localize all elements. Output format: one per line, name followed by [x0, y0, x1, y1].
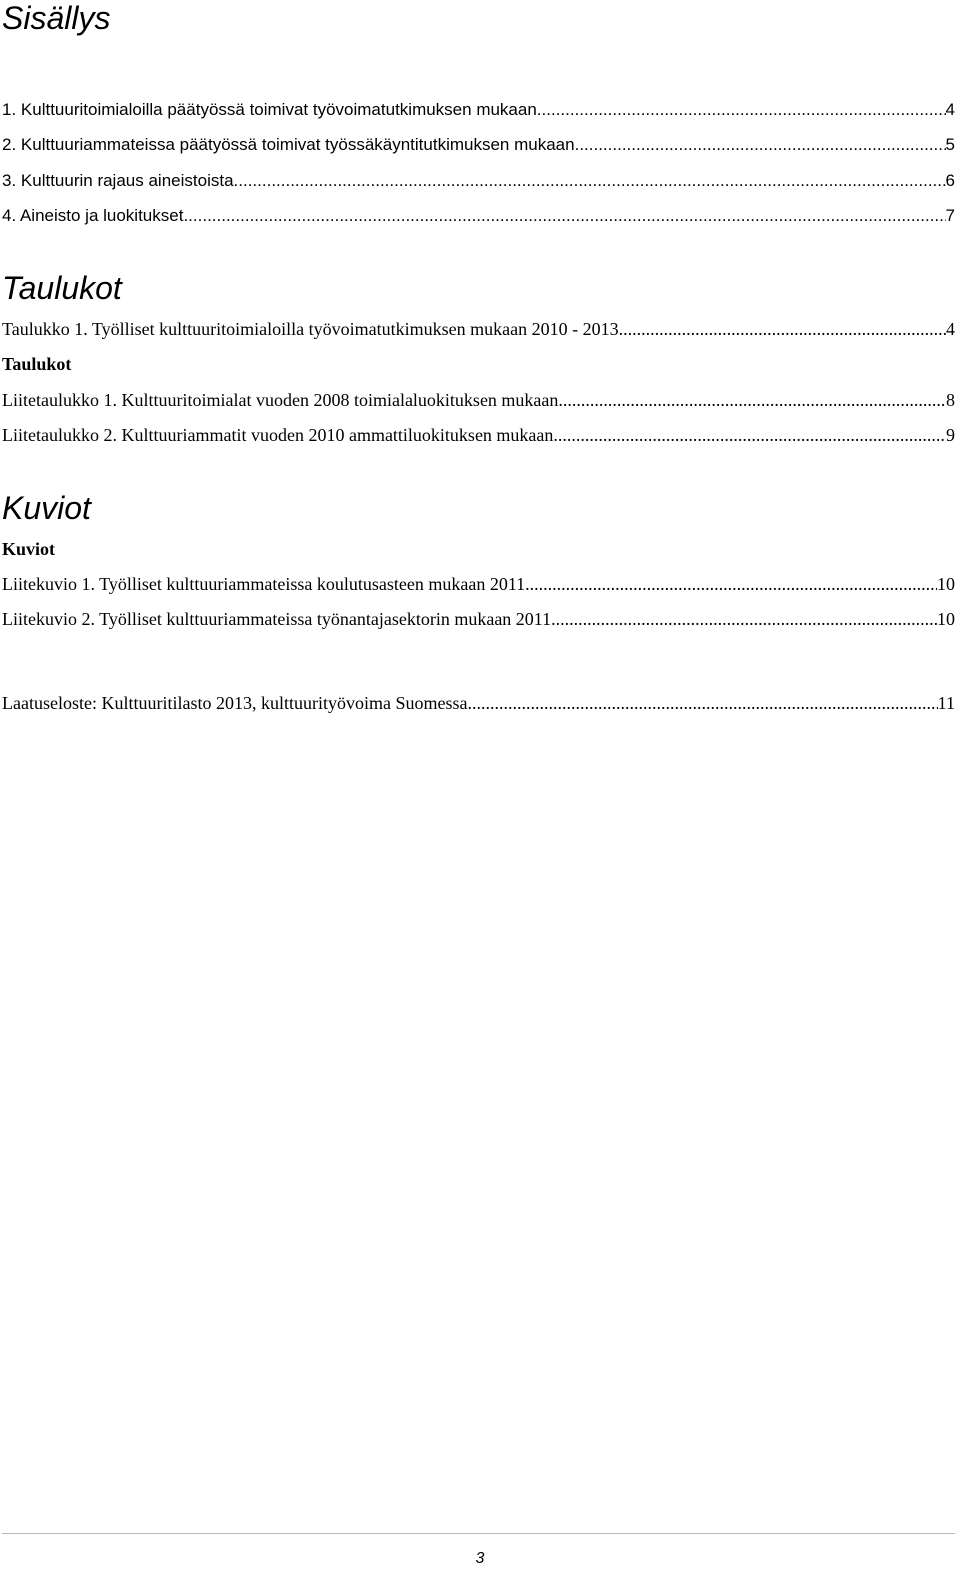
dot-leader: [558, 389, 946, 411]
toc-entry-appendix-figure-1[interactable]: [2, 573, 955, 595]
toc-page-number: 4: [945, 100, 955, 119]
toc-page-number: 11: [937, 693, 955, 713]
toc-page-number: 10: [937, 609, 955, 629]
toc-page-number: 5: [945, 135, 955, 154]
dot-leader: [619, 318, 946, 340]
toc-page-number: 10: [937, 574, 955, 594]
dot-leader: [234, 170, 946, 192]
toc-entry-text: 4. Aineisto ja luokitukset: [2, 206, 184, 225]
dot-leader: [183, 205, 945, 227]
toc-entry-1[interactable]: [2, 99, 955, 121]
figures-subheading: Kuviot: [2, 539, 56, 559]
toc-entry-text: Liitetaulukko 2. Kulttuuriammatit vuoden 2010 ammattiluokituksen mukaan: [2, 425, 554, 445]
dot-leader: [467, 692, 937, 714]
tables-heading: Taulukot: [2, 270, 122, 306]
toc-entry-table-1[interactable]: [2, 318, 955, 340]
toc-entry-appendix-table-2[interactable]: [2, 424, 955, 446]
toc-entry-text: 2. Kulttuuriammateissa päätyössä toimivat työssäkäyntitutkimuksen mukaan: [2, 135, 575, 154]
figures-heading: Kuviot: [2, 490, 91, 526]
page-title: Sisällys: [2, 0, 111, 36]
tables-subheading: Taulukot: [2, 354, 72, 374]
toc-page-number: 4: [946, 319, 955, 339]
footer-divider: [2, 1533, 955, 1534]
dot-leader: [537, 99, 946, 121]
toc-entry-text: Laatuseloste: Kulttuuritilasto 2013, kulttuurityövoima Suomessa: [2, 693, 468, 713]
toc-entry-text: Liitetaulukko 1. Kulttuuritoimialat vuoden 2008 toimialaluokituksen mukaan: [2, 390, 559, 410]
toc-entry-appendix-table-1[interactable]: [2, 389, 955, 411]
toc-page-number: 7: [945, 206, 955, 225]
toc-entry-quality-report[interactable]: [2, 692, 955, 714]
toc-entry-text: Liitekuvio 1. Työlliset kulttuuriammateissa koulutusasteen mukaan 2011: [2, 574, 526, 594]
toc-entry-3[interactable]: [2, 170, 955, 192]
toc-entry-appendix-figure-2[interactable]: [2, 608, 955, 630]
toc-page-number: 8: [946, 390, 955, 410]
page-number: 3: [475, 1550, 485, 1567]
toc-page-number: 9: [946, 425, 955, 445]
toc-entry-2[interactable]: [2, 134, 955, 156]
dot-leader: [553, 424, 946, 446]
dot-leader: [551, 608, 937, 630]
toc-entry-text: 1. Kulttuuritoimialoilla päätyössä toimivat työvoimatutkimuksen mukaan: [2, 100, 537, 119]
toc-page-number: 6: [945, 171, 955, 190]
dot-leader: [525, 573, 937, 595]
toc-entry-text: 3. Kulttuurin rajaus aineistoista: [2, 171, 234, 190]
toc-entry-text: Taulukko 1. Työlliset kulttuuritoimialoilla työvoimatutkimuksen mukaan 2010 - 2013: [2, 319, 619, 339]
toc-entry-4[interactable]: [2, 205, 955, 227]
toc-entry-text: Liitekuvio 2. Työlliset kulttuuriammateissa työnantajasektorin mukaan 2011: [2, 609, 552, 629]
dot-leader: [575, 134, 946, 156]
